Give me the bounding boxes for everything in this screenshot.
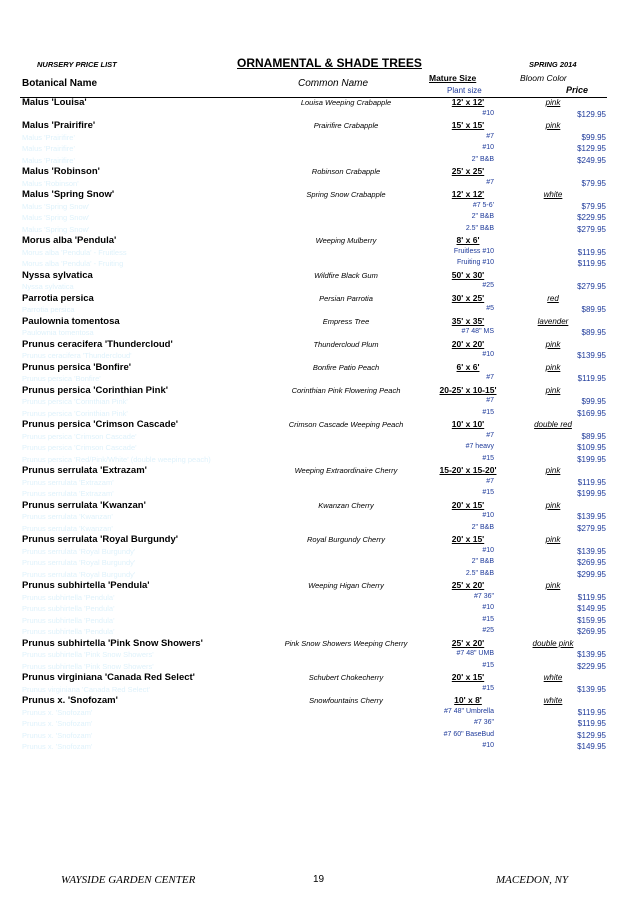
plant-row xyxy=(0,362,638,374)
plant-size: #7 60" BaseBud xyxy=(443,730,494,738)
size-price-row xyxy=(0,718,638,730)
repeated-botanical-name: Parrotia persica xyxy=(22,305,75,314)
size-price-row xyxy=(0,649,638,661)
plant-size: 2.5" B&B xyxy=(465,569,494,577)
common-name: Royal Burgundy Cherry xyxy=(307,535,385,544)
price: $139.95 xyxy=(577,650,606,659)
plant-row xyxy=(0,339,638,351)
plant-row xyxy=(0,465,638,477)
plant-row xyxy=(0,293,638,305)
common-name: Kwanzan Cherry xyxy=(318,500,374,510)
plant-size: #10 xyxy=(482,742,494,749)
plant-size: #7 xyxy=(486,374,494,381)
plant-size: #7 xyxy=(486,132,494,140)
mature-size: 20-25' x 10-15' xyxy=(439,384,497,395)
plant-size: #10 xyxy=(482,604,494,611)
repeated-botanical-name: Prunus subhirtella 'Pendula' xyxy=(22,627,115,636)
repeated-botanical-name: Prunus subhirtella 'Pendula' xyxy=(22,604,115,613)
size-price-row xyxy=(0,707,638,719)
size-price-row xyxy=(0,523,638,535)
price: $279.95 xyxy=(577,282,606,291)
common-name: Bonfire Patio Peach xyxy=(312,362,380,372)
repeated-botanical-name: Prunus subhirtella 'Pink Snow Showers' xyxy=(22,650,154,659)
size-price-row xyxy=(0,132,638,144)
botanical-name: Prunus ceracifera 'Thundercloud' xyxy=(22,338,173,350)
plant-size: #7 xyxy=(486,431,494,439)
mature-size: 20' x 15' xyxy=(451,672,485,682)
list-title: NURSERY PRICE LIST xyxy=(37,60,117,69)
plant-row xyxy=(0,189,638,201)
plant-size: #25 xyxy=(482,282,494,289)
plant-row xyxy=(0,270,638,282)
size-price-row xyxy=(0,224,638,236)
mature-size: 12' x 12' xyxy=(451,97,485,107)
size-price-row xyxy=(0,615,638,627)
mature-size: 15' x 15' xyxy=(451,120,485,130)
price: $299.95 xyxy=(577,569,606,579)
repeated-botanical-name: Prunus persica 'Crimson Cascade' xyxy=(22,443,137,452)
column-header-bloom-color: Bloom Color xyxy=(520,73,567,83)
plant-size: Fruiting #10 xyxy=(457,259,494,266)
size-price-row xyxy=(0,258,638,270)
botanical-name: Morus alba 'Pendula' xyxy=(22,235,117,246)
repeated-botanical-name: Prunus x. 'Snofozam' xyxy=(22,707,93,717)
size-price-row xyxy=(0,626,638,638)
repeated-botanical-name: Morus alba 'Pendula' - Fruiting xyxy=(22,259,124,268)
bloom-color: white xyxy=(543,696,563,705)
repeated-botanical-name: Nyssa sylvatica xyxy=(22,282,74,291)
plant-size: 2" B&B xyxy=(471,155,494,163)
size-price-row xyxy=(0,603,638,615)
plant-row xyxy=(0,638,638,650)
size-price-row xyxy=(0,155,638,167)
common-name: Robinson Crabapple xyxy=(311,167,381,176)
repeated-botanical-name: Prunus serrulata 'Extrazam' xyxy=(22,489,114,498)
repeated-botanical-name: Malus 'Prairifire' xyxy=(22,155,75,165)
bloom-color: lavender xyxy=(537,316,569,326)
price: $119.95 xyxy=(577,477,606,487)
size-price-row xyxy=(0,557,638,569)
repeated-botanical-name: Prunus serrulata 'Royal Burgundy' xyxy=(22,569,136,579)
plant-size: #10 xyxy=(482,512,494,519)
botanical-name: Paulownia tomentosa xyxy=(22,315,120,327)
price: $199.95 xyxy=(577,489,606,498)
mature-size: 30' x 25' xyxy=(451,292,485,303)
botanical-name: Malus 'Louisa' xyxy=(22,97,87,108)
page-number: 19 xyxy=(313,874,325,885)
repeated-botanical-name: Malus 'Robinson' xyxy=(22,178,79,188)
plant-size: 2" B&B xyxy=(471,523,494,531)
price-table xyxy=(0,97,638,753)
plant-row xyxy=(0,580,638,592)
repeated-botanical-name: Prunus persica 'Red/Pink/White' (double weeping peach) xyxy=(22,454,211,464)
common-name: Louisa Weeping Crabapple xyxy=(300,98,392,107)
price: $99.95 xyxy=(581,132,606,142)
size-price-row xyxy=(0,212,638,224)
price: $149.95 xyxy=(577,742,606,751)
plant-row xyxy=(0,672,638,684)
plant-row xyxy=(0,419,638,431)
size-price-row xyxy=(0,408,638,420)
size-price-row xyxy=(0,477,638,489)
size-price-row xyxy=(0,327,638,339)
plant-size: #15 xyxy=(482,489,494,496)
season-label: SPRING 2014 xyxy=(529,60,577,69)
plant-size: #5 xyxy=(486,305,494,312)
common-name: Wildfire Black Gum xyxy=(314,270,378,280)
botanical-name: Malus 'Spring Snow' xyxy=(22,189,115,200)
page-title: ORNAMENTAL & SHADE TREES xyxy=(237,56,422,70)
mature-size: 25' x 20' xyxy=(451,580,485,590)
plant-size: #7 xyxy=(486,397,494,404)
repeated-botanical-name: Prunus subhirtella 'Pendula' xyxy=(22,615,115,625)
repeated-botanical-name: Malus 'Prairifire' xyxy=(22,144,75,153)
common-name: Crimson Cascade Weeping Peach xyxy=(288,420,404,429)
size-price-row xyxy=(0,546,638,558)
common-name: Weeping Extraordinaire Cherry xyxy=(294,466,398,475)
repeated-botanical-name: Prunus x. 'Snofozam' xyxy=(22,730,93,740)
common-name: Weeping Mulberry xyxy=(315,236,377,245)
common-name: Empress Tree xyxy=(322,316,370,326)
repeated-botanical-name: Prunus serrulata 'Royal Burgundy' xyxy=(22,546,136,556)
price: $129.95 xyxy=(577,730,606,740)
size-price-row xyxy=(0,661,638,673)
bloom-color: pink xyxy=(545,98,561,107)
price: $79.95 xyxy=(581,178,606,188)
plant-row xyxy=(0,316,638,328)
common-name: Weeping Higan Cherry xyxy=(308,581,384,590)
botanical-name: Malus 'Robinson' xyxy=(22,166,100,177)
mature-size: 35' x 35' xyxy=(451,315,485,326)
botanical-name: Prunus persica 'Bonfire' xyxy=(22,361,132,373)
size-price-row xyxy=(0,304,638,316)
plant-size: #10 xyxy=(482,109,494,117)
plant-row xyxy=(0,695,638,707)
plant-size: #7 36" xyxy=(473,719,494,726)
price: $249.95 xyxy=(577,155,606,165)
mature-size: 10' x 10' xyxy=(451,419,485,429)
mature-size: 10' x 8' xyxy=(454,695,482,705)
repeated-botanical-name: Prunus subhirtella 'Pendula' xyxy=(22,592,115,602)
mature-size: 50' x 30' xyxy=(451,269,485,280)
price: $169.95 xyxy=(577,408,606,418)
plant-size: #7 48" UMB xyxy=(456,650,494,657)
price: $79.95 xyxy=(581,201,606,211)
bloom-color: pink xyxy=(545,535,561,544)
plant-size: #7 xyxy=(486,178,494,186)
price: $99.95 xyxy=(581,397,606,406)
plant-row xyxy=(0,500,638,512)
bloom-color: pink xyxy=(545,121,561,130)
size-price-row xyxy=(0,431,638,443)
plant-size: 2.5" B&B xyxy=(465,224,494,232)
plant-size: #15 xyxy=(482,454,494,462)
botanical-name: Prunus x. 'Snofozam' xyxy=(22,695,118,706)
price: $279.95 xyxy=(577,523,606,533)
common-name: Schubert Chokecherry xyxy=(308,673,384,682)
footer-location: MACEDON, NY xyxy=(496,874,569,886)
size-price-row xyxy=(0,201,638,213)
plant-size: #7 heavy xyxy=(465,443,494,450)
price: $119.95 xyxy=(577,707,606,717)
plant-size: Fruitless #10 xyxy=(453,247,494,255)
repeated-botanical-name: Prunus serrulata 'Extrazam' xyxy=(22,477,114,487)
botanical-name: Nyssa sylvatica xyxy=(22,269,93,281)
size-price-row xyxy=(0,373,638,385)
common-name: Snowfountains Cherry xyxy=(309,696,383,705)
price: $129.95 xyxy=(577,144,606,153)
size-price-row xyxy=(0,442,638,454)
price: $119.95 xyxy=(577,259,606,268)
common-name: Prairifire Crabapple xyxy=(313,121,379,130)
bloom-color: pink xyxy=(545,581,561,590)
repeated-botanical-name: Prunus persica 'Corinthian Pink' xyxy=(22,397,128,406)
size-price-row xyxy=(0,511,638,523)
price: $149.95 xyxy=(577,604,606,613)
price: $279.95 xyxy=(577,224,606,234)
mature-size: 20' x 15' xyxy=(451,499,485,510)
botanical-name: Prunus serrulata 'Kwanzan' xyxy=(22,499,146,511)
price: $139.95 xyxy=(577,546,606,556)
mature-size: 25' x 25' xyxy=(451,166,485,176)
repeated-botanical-name: Prunus serrulata 'Royal Burgundy' xyxy=(22,558,136,567)
repeated-botanical-name: Malus 'Spring Snow' xyxy=(22,213,90,222)
price: $89.95 xyxy=(581,328,606,337)
price: $229.95 xyxy=(577,213,606,222)
price: $119.95 xyxy=(577,374,606,383)
plant-size: 2" B&B xyxy=(471,213,494,220)
botanical-name: Malus 'Prairifire' xyxy=(22,120,96,131)
bloom-color: red xyxy=(547,293,559,303)
column-header-common: Common Name xyxy=(298,78,369,89)
bloom-color: pink xyxy=(545,466,561,475)
size-price-row xyxy=(0,178,638,190)
column-header-plant-size: Plant size xyxy=(447,86,482,95)
size-price-row xyxy=(0,592,638,604)
bloom-color: white xyxy=(543,190,563,199)
common-name: Spring Snow Crabapple xyxy=(306,190,386,199)
repeated-botanical-name: Paulownia tomentosa xyxy=(22,328,94,337)
price: $89.95 xyxy=(581,431,606,441)
botanical-name: Parrotia persica xyxy=(22,292,94,304)
common-name: Pink Snow Showers Weeping Cherry xyxy=(284,638,408,648)
mature-size: 20' x 15' xyxy=(451,534,485,544)
plant-row xyxy=(0,385,638,397)
bloom-color: double red xyxy=(534,420,572,429)
bloom-color: pink xyxy=(545,362,561,372)
repeated-botanical-name: Prunus subhirtella 'Pink Snow Showers' xyxy=(22,661,154,671)
price: $89.95 xyxy=(581,305,606,314)
price: $199.95 xyxy=(577,454,606,464)
repeated-botanical-name: Prunus serrulata 'Kwanzan' xyxy=(22,512,113,521)
plant-row xyxy=(0,166,638,178)
repeated-botanical-name: Prunus x. 'Snofozam' xyxy=(22,742,93,751)
botanical-name: Prunus serrulata 'Extrazam' xyxy=(22,465,147,476)
mature-size: 20' x 20' xyxy=(451,338,485,349)
repeated-botanical-name: Prunus x. 'Snofozam' xyxy=(22,719,93,728)
common-name: Persian Parrotia xyxy=(319,293,373,303)
repeated-botanical-name: Prunus persica 'Bonfire' xyxy=(22,374,101,383)
column-header-botanical: Botanical Name xyxy=(22,78,98,89)
botanical-name: Prunus persica 'Corinthian Pink' xyxy=(22,384,168,396)
plant-row xyxy=(0,534,638,546)
plant-size: #7 48" MS xyxy=(461,328,494,335)
price: $109.95 xyxy=(577,443,606,452)
bloom-color: double pink xyxy=(532,638,574,648)
botanical-name: Prunus serrulata 'Royal Burgundy' xyxy=(22,534,179,545)
repeated-botanical-name: Prunus serrulata 'Kwanzan' xyxy=(22,523,113,533)
plant-size: #7 48" Umbrella xyxy=(444,707,494,715)
size-price-row xyxy=(0,684,638,696)
bloom-color: pink xyxy=(545,385,561,395)
plant-size: #7 xyxy=(486,477,494,485)
size-price-row xyxy=(0,741,638,753)
common-name: Corinthian Pink Flowering Peach xyxy=(291,385,401,395)
bloom-color: white xyxy=(543,673,563,682)
size-price-row xyxy=(0,350,638,362)
price: $139.95 xyxy=(577,351,606,360)
price: $269.95 xyxy=(577,558,606,567)
plant-size: #15 xyxy=(482,661,494,669)
repeated-botanical-name: Malus 'Prairifire' xyxy=(22,132,75,142)
mature-size: 15-20' x 15-20' xyxy=(439,465,497,475)
repeated-botanical-name: Prunus persica 'Crimson Cascade' xyxy=(22,431,137,441)
bloom-color: pink xyxy=(545,339,561,349)
price: $269.95 xyxy=(577,627,606,636)
plant-size: #25 xyxy=(482,627,494,634)
plant-row xyxy=(0,235,638,247)
repeated-botanical-name: Morus alba 'Pendula' - Fruitless xyxy=(22,247,127,257)
size-price-row xyxy=(0,488,638,500)
column-header-mature-size: Mature Size xyxy=(429,73,477,83)
repeated-botanical-name: Prunus persica 'Corinthian Pink' xyxy=(22,408,128,418)
price: $139.95 xyxy=(577,512,606,521)
plant-size: #15 xyxy=(482,684,494,692)
price: $119.95 xyxy=(577,719,606,728)
bloom-color: pink xyxy=(545,500,561,510)
plant-size: #15 xyxy=(482,615,494,623)
plant-size: 2" B&B xyxy=(471,558,494,565)
size-price-row xyxy=(0,396,638,408)
botanical-name: Prunus subhirtella 'Pink Snow Showers' xyxy=(22,637,203,649)
plant-size: #10 xyxy=(482,546,494,554)
price: $119.95 xyxy=(577,592,606,602)
price: $229.95 xyxy=(577,661,606,671)
price: $119.95 xyxy=(577,247,606,257)
botanical-name: Prunus subhirtella 'Pendula' xyxy=(22,580,150,591)
plant-size: #7 5-6' xyxy=(472,201,494,209)
plant-size: #7 36" xyxy=(473,592,494,600)
plant-row xyxy=(0,120,638,132)
size-price-row xyxy=(0,109,638,121)
price: $139.95 xyxy=(577,684,606,694)
mature-size: 25' x 20' xyxy=(451,637,485,648)
plant-row xyxy=(0,97,638,109)
size-price-row xyxy=(0,247,638,259)
mature-size: 12' x 12' xyxy=(451,189,485,199)
size-price-row xyxy=(0,454,638,466)
mature-size: 6' x 6' xyxy=(456,361,480,372)
plant-size: #15 xyxy=(482,408,494,416)
plant-size: #10 xyxy=(482,144,494,151)
repeated-botanical-name: Prunus virginiana 'Canada Red Select' xyxy=(22,684,150,694)
repeated-botanical-name: Prunus ceracifera 'Thundercloud' xyxy=(22,351,132,360)
size-price-row xyxy=(0,143,638,155)
common-name: Thundercloud Plum xyxy=(313,339,379,349)
price: $129.95 xyxy=(577,109,606,119)
size-price-row xyxy=(0,281,638,293)
footer-store-name: WAYSIDE GARDEN CENTER xyxy=(61,874,196,886)
mature-size: 8' x 6' xyxy=(456,235,480,245)
column-header-price: Price xyxy=(566,85,589,95)
size-price-row xyxy=(0,730,638,742)
price: $159.95 xyxy=(577,615,606,625)
botanical-name: Prunus virginiana 'Canada Red Select' xyxy=(22,672,195,683)
repeated-botanical-name: Malus 'Spring Snow' xyxy=(22,201,90,211)
plant-size: #10 xyxy=(482,351,494,358)
repeated-botanical-name: Malus 'Spring Snow' xyxy=(22,224,90,234)
botanical-name: Prunus persica 'Crimson Cascade' xyxy=(22,419,179,430)
size-price-row xyxy=(0,569,638,581)
